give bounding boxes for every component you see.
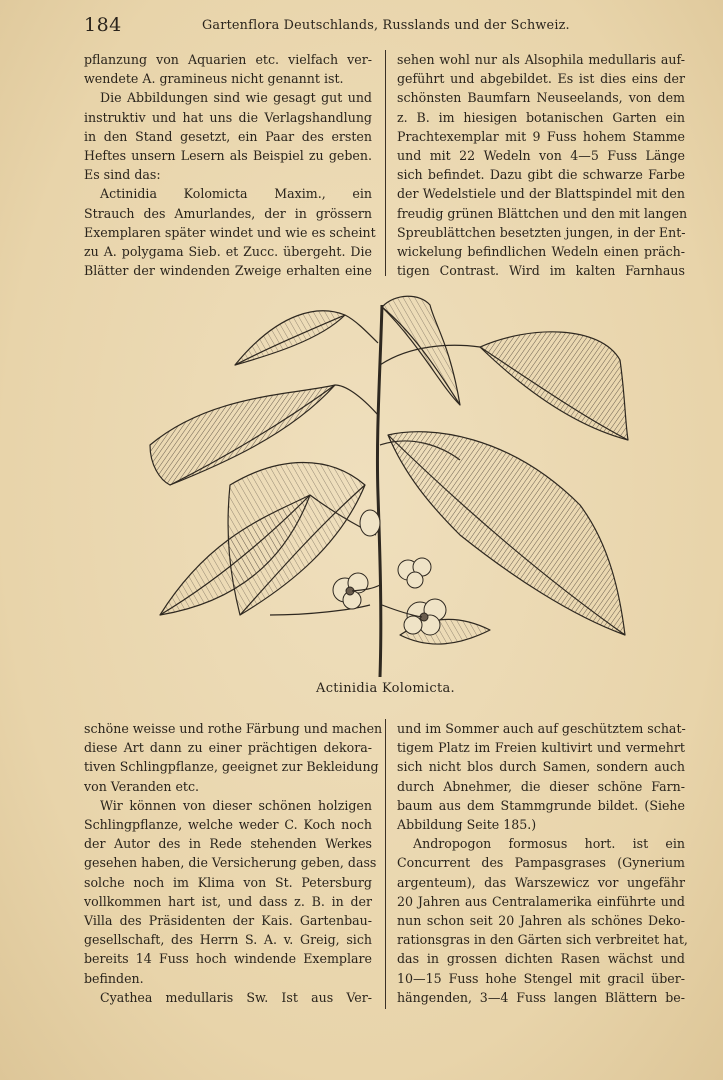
text-line: tigem Platz im Freien kultivirt und vermehrt <box>397 740 685 756</box>
text-line: der Wedelstiele und der Blattspindel mit den <box>397 186 685 202</box>
text-line: Blätter der windenden Zweige erhalten eine <box>84 263 372 279</box>
figure-caption: Actinidia Kolomicta. <box>316 681 455 696</box>
column-bottom-right <box>397 719 688 1007</box>
text-line: Heftes unsern Lesern als Beispiel zu geben. <box>84 148 372 164</box>
text-line: tigen Contrast. Wird im kalten Farnhaus <box>397 263 685 279</box>
column-top-left <box>84 50 376 280</box>
leaf <box>382 296 460 405</box>
text-line: sich befindet. Dazu gibt die schwarze Farbe <box>397 167 685 183</box>
text-line: Andropogon formosus hort. ist ein <box>413 836 685 852</box>
text-line: 20 Jahren aus Centralamerika einführte und <box>397 893 685 909</box>
text-line: durch Abnehmer, die dieser schöne Farn- <box>397 778 685 794</box>
branch <box>335 385 378 415</box>
text-line: sehen wohl nur als Alsophila medullaris auf- <box>397 52 685 67</box>
text-line: freudig grünen Blättchen und den mit langen <box>397 205 688 221</box>
text-line: Strauch des Amurlandes, der in grössern <box>84 205 372 221</box>
text-line: rationsgras in den Gärten sich verbreitet hat, <box>397 932 688 948</box>
text-line: schönsten Baumfarn Neuseelands, von dem <box>397 90 685 106</box>
text-line: in den Stand gesetzt, ein Paar des ersten <box>84 128 372 144</box>
text-line: instruktiv und hat uns die Verlagshandlung <box>84 109 372 125</box>
text-line: Cyathea medullaris Sw. Ist aus Ver- <box>100 989 372 1005</box>
text-line: 10—15 Fuss hohe Stengel mit gracil über- <box>397 970 685 986</box>
text-line: diese Art dann zu einer prächtigen dekora- <box>84 740 372 756</box>
column-rule-bottom <box>385 719 386 1009</box>
text-line: Abbildung Seite 185.) <box>397 817 537 833</box>
page-number: 184 <box>84 14 122 36</box>
text-line: Wir können von dieser schönen holzigen <box>100 797 372 813</box>
text-line: Concurrent des Pampasgrases (Gynerium <box>397 855 685 871</box>
text-line: z. B. im hiesigen botanischen Garten ein <box>397 109 685 125</box>
text-line: und mit 22 Wedeln von 4—5 Fuss Länge <box>397 148 685 164</box>
column-bottom-left <box>84 719 383 1007</box>
text-line: gesellschaft, des Herrn S. A. v. Greig, sich <box>84 932 372 948</box>
text-line: pflanzung von Aquarien etc. vielfach ver- <box>84 52 372 67</box>
text-line: Prachtexemplar mit 9 Fuss hohem Stamme <box>397 128 685 144</box>
bud <box>360 510 380 536</box>
text-line: von Veranden etc. <box>84 778 200 794</box>
text-line: geführt und abgebildet. Es ist dies eins der <box>397 71 685 87</box>
text-line: Die Abbildungen sind wie gesagt gut und <box>100 90 372 106</box>
text-line: Es sind das: <box>84 167 161 183</box>
text-line: Schlingpflanze, welche weder C. Koch noch <box>84 817 372 833</box>
text-line: wickelung befindlichen Wedeln einen präch- <box>397 244 685 260</box>
actinidia-illustration <box>130 285 635 677</box>
running-head: Gartenflora Deutschlands, Russlands und der Schweiz. <box>202 18 570 33</box>
text-line: zu A. polygama Sieb. et Zucc. übergeht. Die <box>84 244 372 260</box>
text-line: bereits 14 Fuss hoch windende Exemplare <box>84 951 372 967</box>
flower <box>398 558 431 588</box>
text-line: baum aus dem Stammgrunde bildet. (Siehe <box>397 797 685 813</box>
text-line: Exemplaren später windet und wie es scheint <box>84 224 376 240</box>
leaf <box>480 332 628 440</box>
branch <box>345 315 378 343</box>
text-line: nun schon seit 20 Jahren als schönes Deko- <box>397 913 685 929</box>
text-line: hängenden, 3—4 Fuss langen Blättern be- <box>397 989 685 1005</box>
column-rule-top <box>385 50 386 276</box>
text-line: befinden. <box>84 970 144 986</box>
page-header <box>84 14 684 38</box>
text-line: der Autor des in Rede stehenden Werkes <box>84 836 372 852</box>
text-line: vollkommen hart ist, und dass z. B. in der <box>84 893 372 909</box>
text-line: solche noch im Klima von St. Petersburg <box>84 874 372 890</box>
text-line: tiven Schlingpflanze, geeignet zur Bekleidung <box>84 759 379 775</box>
text-line: Actinidia Kolomicta Maxim., ein <box>100 186 372 202</box>
stem <box>377 305 382 677</box>
text-line: das in grossen dichten Rasen wächst und <box>397 951 685 967</box>
column-top-right <box>397 50 688 280</box>
flower <box>333 573 368 609</box>
text-line: sich nicht blos durch Samen, sondern auch <box>397 759 685 775</box>
text-line: schöne weisse und rothe Färbung und machen <box>84 721 383 736</box>
text-line: wendete A. gramineus nicht genannt ist. <box>84 71 344 87</box>
text-line: und im Sommer auch auf geschütztem schat- <box>397 721 686 736</box>
text-line: gesehen haben, die Versicherung geben, dass <box>84 855 377 871</box>
text-line: Villa des Präsidenten der Kais. Gartenbau- <box>84 913 372 929</box>
text-line: argenteum), das Warszewicz vor ungefähr <box>397 874 685 890</box>
text-line: Spreublättchen besetzten jungen, in der Ent- <box>397 224 686 240</box>
